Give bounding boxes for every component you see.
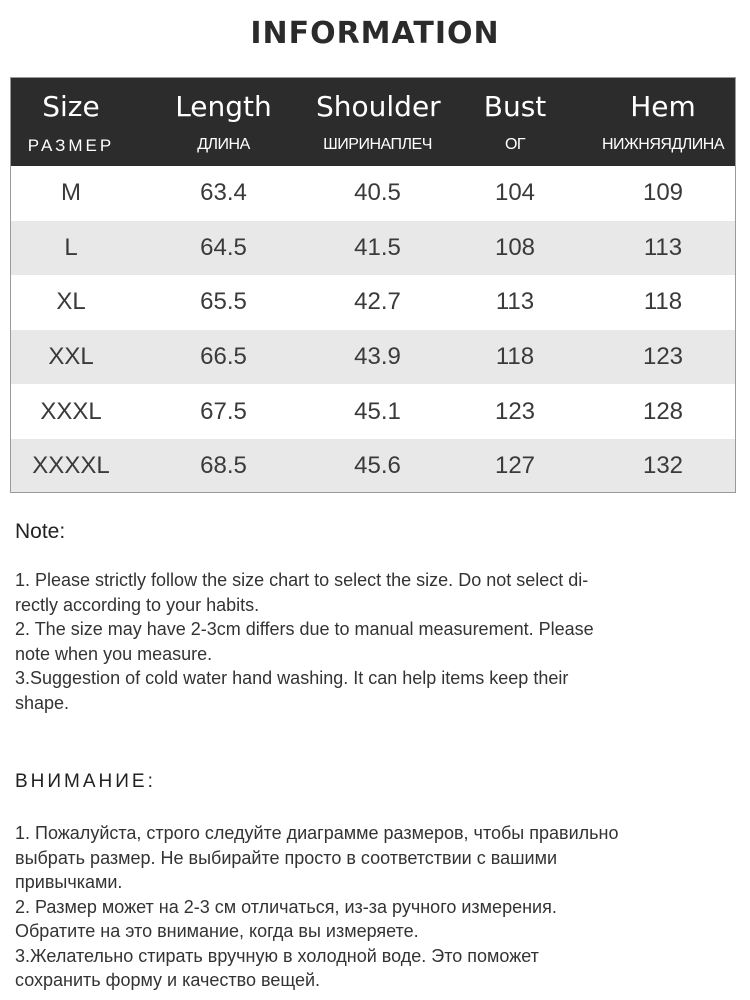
cell-length: 65.5	[200, 288, 247, 316]
cell-bust: 127	[494, 452, 536, 480]
ru-note-line: 2. Размер может на 2-3 см отличаться, из-за ручного измерения.	[15, 896, 557, 917]
table-row	[11, 330, 735, 385]
cell-shoulder: 40.5	[354, 179, 401, 207]
cell-hem: 123	[642, 343, 684, 371]
cell-bust: 123	[494, 397, 536, 425]
ru-note-line: 3.Желательно стирать вручную в холодной воде. Это поможет	[15, 945, 539, 966]
note-line: 2. The size may have 2-3cm differs due to manual measurement. Please	[15, 619, 594, 639]
header-bust	[439, 78, 591, 166]
header-size-en: Size	[42, 90, 100, 123]
header-shoulder	[316, 78, 439, 166]
ru-note-line: привычками.	[15, 872, 123, 892]
header-length-ru: ДЛИНА	[197, 136, 250, 153]
cell-bust: 104	[494, 179, 536, 207]
cell-hem: 118	[643, 288, 683, 316]
header-size	[11, 78, 131, 166]
header-hem	[591, 78, 735, 166]
cell-size: XL	[56, 288, 86, 316]
cell-shoulder: 45.6	[354, 452, 401, 480]
header-hem-ru: НИЖНЯЯДЛИНА	[601, 136, 725, 153]
cell-size: XXXL	[40, 397, 102, 425]
cell-length: 64.5	[200, 233, 247, 261]
ru-note-line: Обратите на это внимание, когда вы измеряете.	[15, 921, 419, 941]
cell-length: 68.5	[200, 452, 247, 480]
cell-shoulder: 41.5	[354, 233, 401, 261]
note-line: rectly according to your habits.	[15, 594, 260, 615]
note-text	[15, 568, 730, 715]
ru-note-title: ВНИМАНИЕ:	[15, 771, 156, 792]
table-row	[11, 166, 735, 221]
cell-size: XXXXL	[32, 452, 110, 480]
ru-note-text	[15, 821, 730, 993]
cell-bust: 113	[495, 288, 535, 316]
header-bust-en: Bust	[483, 90, 547, 123]
header-hem-en: Hem	[630, 90, 696, 123]
cell-size: L	[64, 233, 78, 261]
cell-hem: 109	[642, 179, 684, 207]
table-row	[11, 275, 735, 330]
header-shoulder-en: Shoulder	[316, 90, 441, 123]
header-length	[131, 78, 316, 166]
ru-note-line: выбрать размер. Не выбирайте просто в соответствии с вашими	[15, 847, 558, 868]
cell-size: XXL	[48, 343, 94, 371]
table-row	[11, 384, 735, 439]
table-header	[11, 78, 735, 166]
header-bust-ru: ОГ	[504, 136, 526, 153]
cell-hem: 128	[642, 397, 684, 425]
page-title: INFORMATION	[250, 16, 500, 51]
cell-bust: 108	[494, 233, 536, 261]
cell-shoulder: 42.7	[354, 288, 401, 316]
note-line: 3.Suggestion of cold water hand washing. It can help items keep their	[15, 668, 569, 688]
cell-shoulder: 43.9	[354, 343, 401, 371]
note-line: shape.	[15, 692, 70, 713]
note-title: Note:	[15, 520, 66, 543]
table-row	[11, 221, 735, 276]
ru-note-line: 1. Пожалуйста, строго следуйте диаграмме размеров, чтобы правильно	[15, 823, 619, 843]
table-row	[11, 439, 735, 493]
header-size-ru: РАЗМЕР	[27, 136, 115, 155]
header-length-en: Length	[175, 90, 272, 123]
cell-hem: 132	[642, 452, 684, 480]
cell-size: M	[61, 179, 81, 207]
cell-length: 63.4	[200, 179, 247, 207]
note-line: 1. Please strictly follow the size chart to select the size. Do not select di-	[15, 570, 589, 590]
header-shoulder-ru: ШИРИНАПЛЕЧ	[323, 136, 432, 153]
cell-length: 67.5	[200, 397, 247, 425]
cell-bust: 118	[495, 343, 535, 371]
cell-hem: 113	[643, 233, 683, 261]
note-line: note when you measure.	[15, 643, 213, 664]
size-chart-table	[10, 77, 736, 493]
cell-shoulder: 45.1	[354, 397, 401, 425]
cell-length: 66.5	[200, 343, 247, 371]
ru-note-line: сохранить форму и качество вещей.	[15, 970, 321, 990]
table-body	[11, 166, 735, 493]
